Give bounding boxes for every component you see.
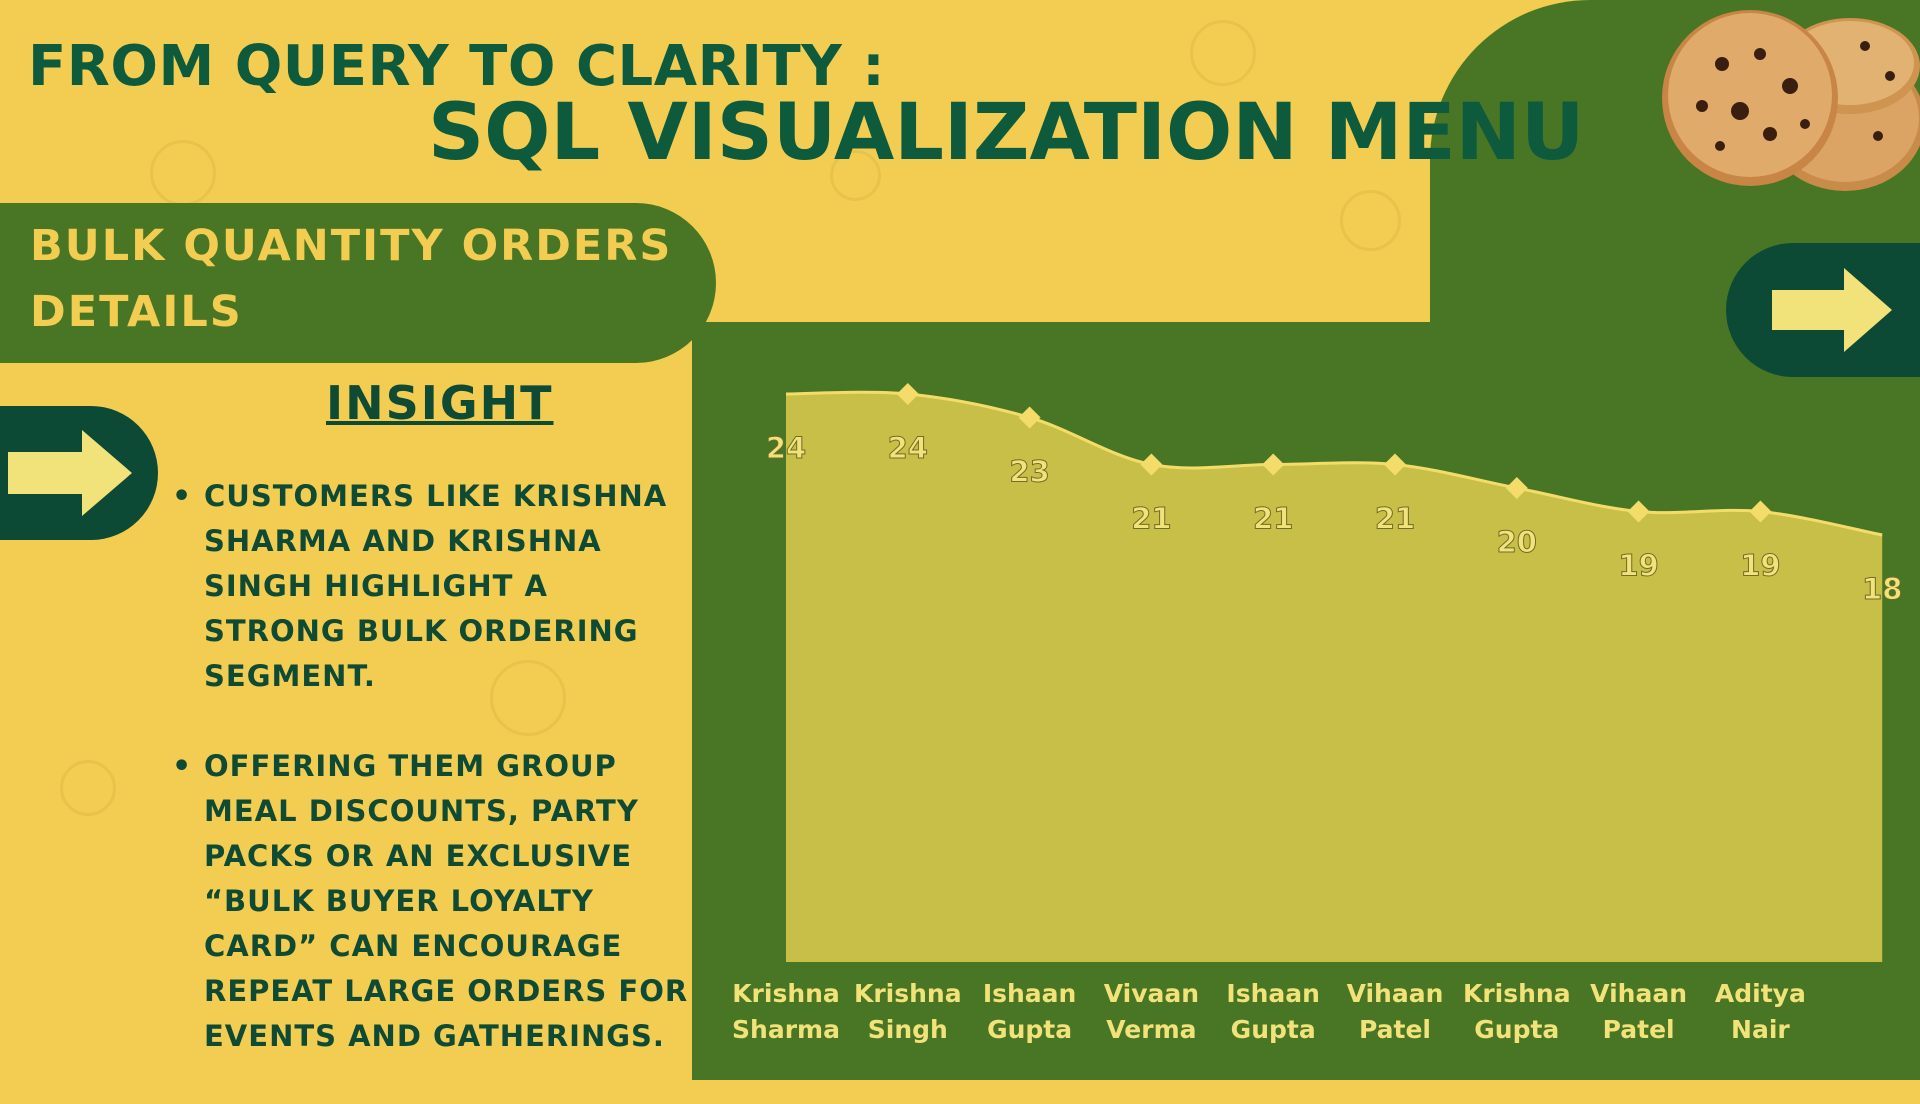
- data-label: 21: [1131, 501, 1172, 536]
- x-tick-label: Krishna: [732, 979, 840, 1008]
- area-fill: [786, 392, 1882, 962]
- x-tick-label: Ishaan: [1226, 979, 1320, 1008]
- section-title-line-2: DETAILS: [30, 287, 243, 337]
- cookies-icon: [1640, 6, 1920, 192]
- background-doodle: [60, 760, 116, 816]
- data-label: 23: [1009, 454, 1050, 489]
- background-doodle: [1340, 190, 1401, 251]
- x-tick-label: Gupta: [1230, 1015, 1316, 1044]
- x-tick-label: Vihaan: [1590, 979, 1688, 1008]
- x-tick-label: Gupta: [1474, 1015, 1560, 1044]
- x-tick-label: Patel: [1602, 1015, 1675, 1044]
- title-line-1: FROM QUERY TO CLARITY :: [28, 34, 886, 99]
- arrow-right-icon: [6, 430, 134, 516]
- previous-arrow-button[interactable]: [0, 406, 158, 540]
- data-label: 18: [1862, 572, 1903, 606]
- data-label: 19: [1618, 548, 1659, 583]
- insight-list: [172, 474, 692, 1104]
- data-label: 24: [887, 431, 928, 465]
- x-tick-label: Gupta: [987, 1015, 1073, 1044]
- x-tick-label: Patel: [1359, 1015, 1431, 1044]
- section-title-line-1: BULK QUANTITY ORDERS: [30, 221, 673, 271]
- background-doodle: [1190, 20, 1256, 86]
- x-tick-label: Sharma: [732, 1015, 840, 1044]
- x-tick-label: Singh: [867, 1015, 948, 1044]
- data-label: 19: [1740, 548, 1781, 583]
- data-label: 24: [765, 431, 807, 465]
- insight-bullet: • OFFERING THEM GROUP MEAL DISCOUNTS, PARTY PACKS OR AN EXCLUSIVE “BULK BUYER LOYALTY CARD” CAN ENCOURAGE REPEAT LARGE ORDERS FOR EVENTS AND GATHERINGS.: [172, 744, 692, 1059]
- x-tick-label: Krishna: [853, 979, 962, 1008]
- background-doodle: [150, 140, 216, 206]
- bulk-orders-area-chart: [692, 322, 1920, 1080]
- data-label: 21: [1374, 501, 1416, 536]
- x-tick-label: Vihaan: [1346, 979, 1444, 1008]
- x-tick-label: Krishna: [1462, 979, 1571, 1008]
- insight-bullet: • CUSTOMERS LIKE KRISHNA SHARMA AND KRISHNA SINGH HIGHLIGHT A STRONG BULK ORDERING SEGMENT.: [172, 474, 692, 699]
- x-tick-label: Verma: [1106, 1015, 1197, 1044]
- data-label: 20: [1496, 525, 1537, 559]
- section-title-banner: [0, 203, 716, 363]
- title-line-2: SQL VISUALIZATION MENU: [428, 88, 1585, 178]
- x-tick-label: Nair: [1731, 1015, 1790, 1044]
- x-tick-label: Ishaan: [982, 979, 1077, 1008]
- x-tick-label: Vivaan: [1103, 979, 1200, 1008]
- data-label: 21: [1253, 501, 1294, 536]
- x-tick-label: Aditya: [1714, 979, 1806, 1008]
- insight-heading: INSIGHT: [326, 376, 554, 430]
